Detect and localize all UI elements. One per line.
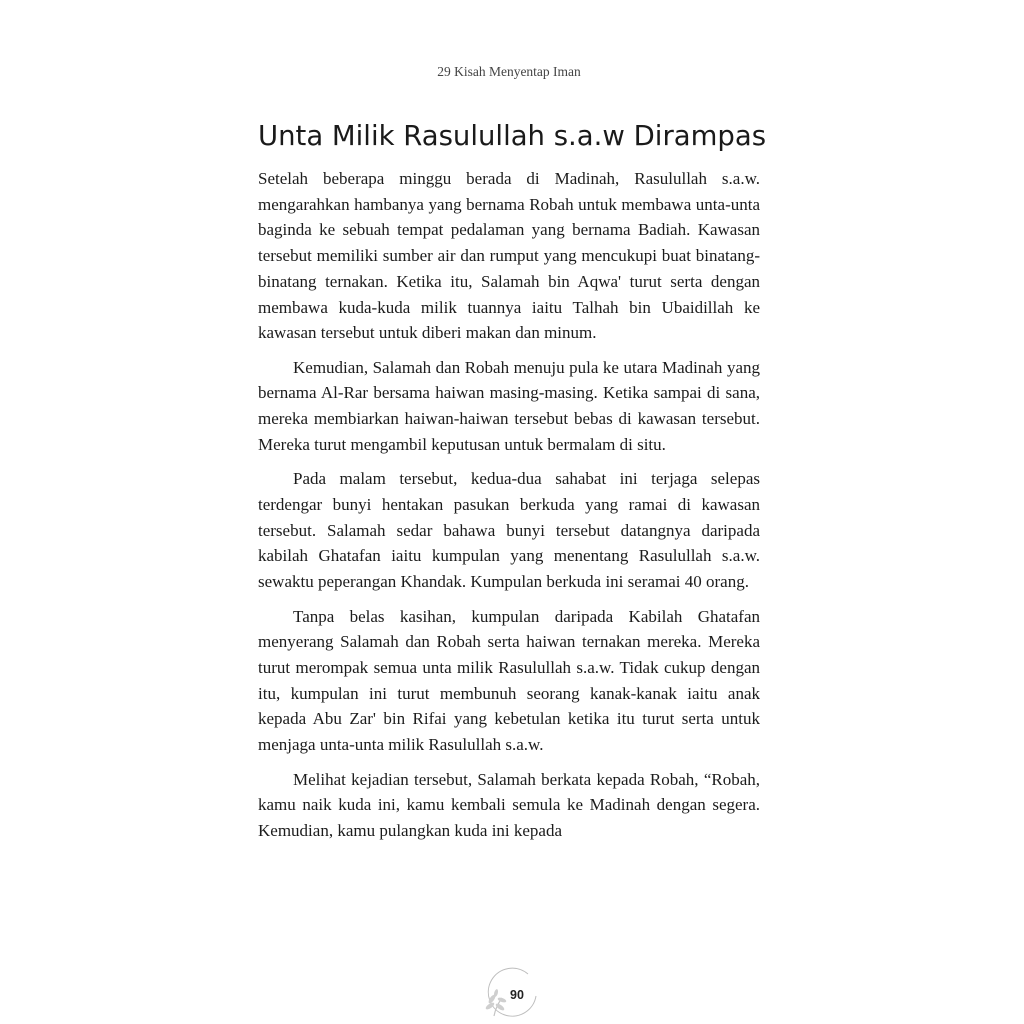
paragraph-2: Kemudian, Salamah dan Robah menuju pula ke utara Madinah yang bernama Al-Rar bersama haiwan masing-masing. Ketika sampai di sana, mereka membiarkan haiwan-haiwan tersebut bebas di kawasan tersebut. Mereka turut mengambil keputusan untuk bermalam di situ. xyxy=(258,357,760,454)
page-number: 90 xyxy=(510,988,524,1002)
chapter-title: Unta Milik Rasulullah s.a.w Dirampas xyxy=(258,120,767,152)
body-text xyxy=(258,166,760,853)
book-page xyxy=(258,0,767,1024)
running-header: 29 Kisah Menyentap Iman xyxy=(437,64,581,79)
paragraph-3: Pada malam tersebut, kedua-dua sahabat ini terjaga selepas terdengar bunyi hentakan pasukan berkuda yang ramai di kawasan tersebut. Salamah sedar bahawa bunyi tersebut datangnya daripada kabilah Ghatafan iaitu kumpulan yang menentang Rasulullah s.a.w. sewaktu peperangan Khandak. Kumpulan berkuda ini seramai 40 orang. xyxy=(258,469,760,592)
paragraph-4: Tanpa belas kasihan, kumpulan daripada Kabilah Ghatafan menyerang Salamah dan Robah serta haiwan ternakan mereka. Mereka turut merompak semua unta milik Rasulullah s.a.w. Tidak cukup dengan itu, kumpulan ini turut membunuh seorang kanak-kanak iaitu anak kepada Abu Zar' bin Rifai yang kebetulan ketika itu turut serta untuk menjaga unta-unta milik Rasulullah s.a.w. xyxy=(258,606,760,755)
paragraph-5: Melihat kejadian tersebut, Salamah berkata kepada Robah, “Robah, kamu naik kuda ini, kamu kembali semula ke Madinah dengan segera. Kemudian, kamu pulangkan kuda ini kepada xyxy=(258,769,760,841)
page-number-badge xyxy=(480,966,540,1024)
paragraph-1: Setelah beberapa minggu berada di Madinah, Rasulullah s.a.w. mengarahkan hambanya yang bernama Robah untuk membawa unta-unta baginda ke sebuah tempat pedalaman yang bernama Badiah. Kawasan tersebut memiliki sumber air dan rumput yang mencukupi buat binatang-binatang ternakan. Ketika itu, Salamah bin Aqwa' turut serta dengan membawa kuda-kuda milik tuannya iaitu Talhah bin Ubaidillah ke kawasan tersebut untuk diberi makan dan minum. xyxy=(258,169,760,343)
